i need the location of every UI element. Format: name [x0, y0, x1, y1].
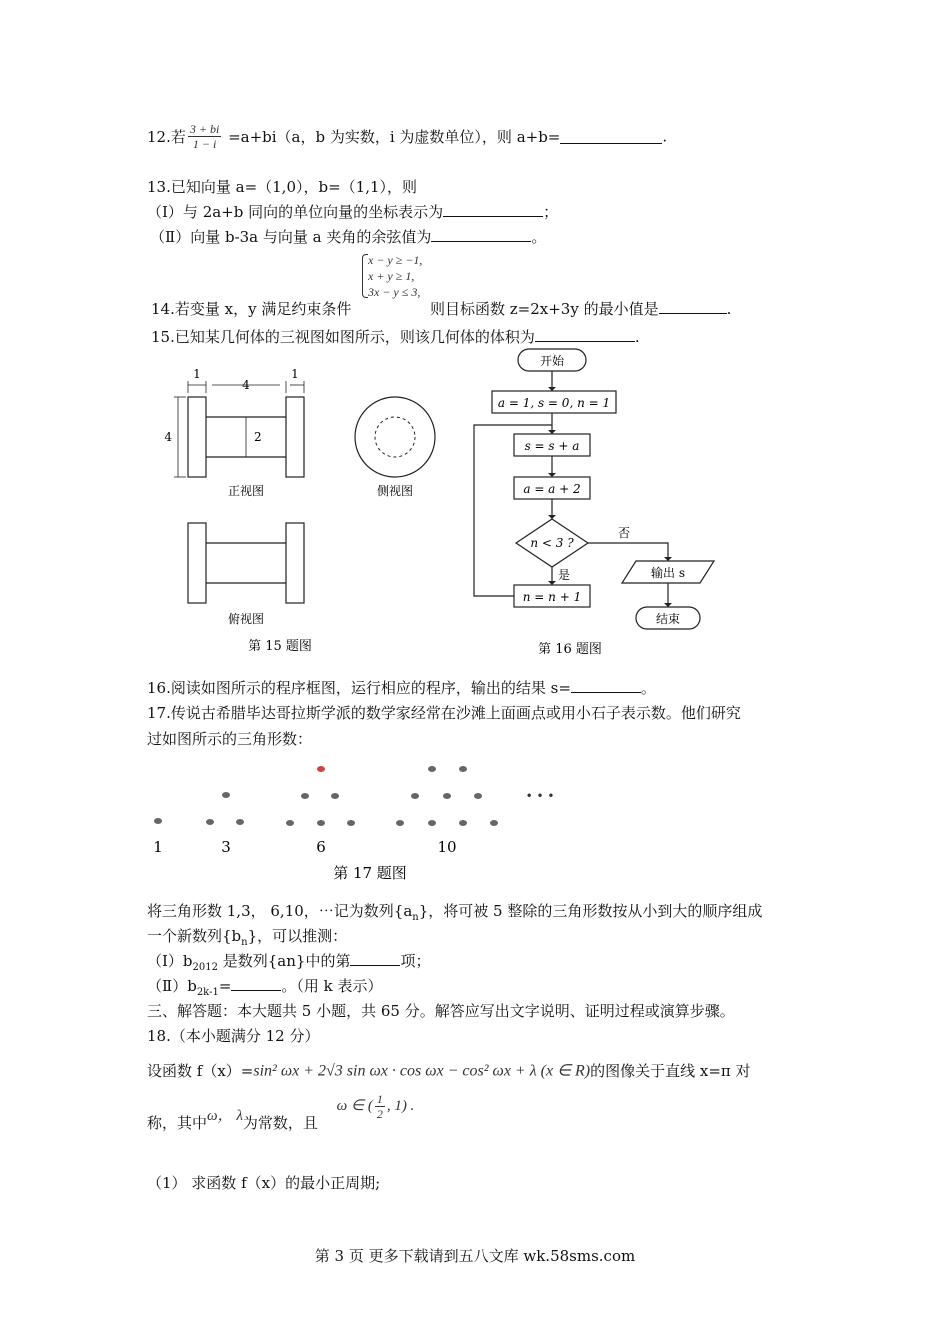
dot-10b	[459, 766, 467, 772]
dot-10c	[411, 793, 419, 799]
flow-no-label: 否	[618, 526, 631, 540]
q14-answer-blank	[659, 299, 727, 314]
flowchart	[474, 349, 714, 629]
q12-frac-den: 1 − i	[192, 137, 217, 151]
fig17-ellipsis: • • •	[525, 789, 555, 803]
q17b-part2	[147, 975, 383, 998]
flow-output-text: 输出 s	[651, 566, 685, 580]
q17b-part2-blank	[231, 976, 281, 991]
top-view-label: 俯视图	[227, 612, 265, 626]
q17-line2: 过如图所示的三角形数：	[147, 730, 313, 748]
dim-2-height: 2	[254, 430, 262, 444]
dot-10g	[428, 820, 436, 826]
q18-line2-a: 称，其中	[147, 1114, 208, 1132]
q13-part2-blank	[431, 227, 531, 242]
q13-part2-text: （Ⅱ）向量 b-3a 与向量 a 夹角的余弦值为	[150, 228, 432, 246]
dot-6d	[286, 820, 294, 826]
q15-end: .	[634, 328, 640, 346]
dot-6f	[347, 820, 355, 826]
q18-range-b: , 1) .	[386, 1097, 415, 1114]
q17b-part2-b: =	[218, 977, 232, 995]
dot-10h	[459, 820, 467, 826]
q18-line2	[147, 1092, 415, 1137]
q12-frac-num: 3 + bi	[189, 122, 220, 136]
q14-end: .	[726, 300, 732, 318]
fig16-caption: 第 16 题图	[538, 642, 602, 657]
q16-answer-blank	[571, 678, 641, 693]
dim-1-right: 1	[291, 367, 299, 381]
q14-constraint-2: x + y ≥ 1,	[368, 269, 415, 283]
dot-6a	[317, 766, 325, 772]
fig17-label-10: 10	[437, 838, 457, 856]
page-footer: 第 3 页 更多下载请到五八文库 wk.58sms.com	[314, 1247, 636, 1265]
q18-range-den: 2	[376, 1107, 383, 1121]
q13-title: 13.已知向量 a=（1,0），b=（1,1），则	[147, 178, 418, 196]
figures-15-16	[150, 345, 790, 665]
q15-answer-blank	[535, 327, 635, 342]
dot-3b	[206, 819, 214, 825]
flow-incr-text: n = n + 1	[522, 590, 582, 604]
q12-end: .	[662, 127, 668, 146]
fig17-label-3: 3	[221, 838, 231, 856]
side-view-label: 侧视图	[376, 484, 414, 498]
q14-line-right	[430, 298, 731, 319]
q18-part1: （1） 求函数 f（x）的最小正周期;	[147, 1174, 381, 1192]
q17b-line2-b: }，可以推测：	[247, 927, 348, 945]
front-view	[174, 381, 304, 477]
q18-title: 18.（本小题满分 12 分）	[147, 1027, 320, 1045]
q17b-line1-b: }，将可被 5 整除的三角形数按从小到大的顺序组成	[418, 902, 763, 920]
dot-1	[154, 818, 162, 824]
q13-part1-text: （Ⅰ）与 2a+b 同向的单位向量的坐标表示为	[147, 203, 444, 221]
top-view	[188, 523, 304, 603]
figure-17	[140, 752, 570, 887]
q17b-line2	[147, 925, 347, 948]
flow-cond-text: n < 3 ?	[530, 536, 574, 550]
q15-line	[151, 326, 640, 347]
dot-3a	[222, 792, 230, 798]
q17b-part1-a: （Ⅰ）b	[147, 952, 193, 970]
q14-line-left: 14.若变量 x，y 满足约束条件	[151, 300, 352, 318]
front-right-disc	[286, 397, 304, 477]
q13-part2	[150, 226, 546, 247]
q14-text-after: 则目标函数 z=2x+3y 的最小值是	[430, 300, 659, 318]
q17b-line1-sub: n	[412, 912, 419, 923]
q18-range-frac	[375, 1092, 385, 1121]
q17b-part1-b: 是数列{an}中的第	[217, 952, 351, 970]
q14-constraint-3: 3x − y ≤ 3,	[368, 285, 421, 299]
q18-line1	[147, 1060, 751, 1081]
dot-6b	[301, 793, 309, 799]
q17b-line1-a: 将三角形数 1,3， 6,10，⋯记为数列{a	[147, 902, 413, 920]
flow-step2-text: a = a + 2	[523, 482, 581, 496]
dot-10a	[428, 766, 436, 772]
q12-line	[147, 122, 667, 162]
side-view	[355, 397, 435, 477]
q18-line2-b: 为常数，且	[242, 1114, 318, 1132]
q12-text: =a+bi（a，b 为实数，i 为虚数单位），则 a+b=	[223, 128, 561, 146]
q12-number: 12.若	[147, 128, 186, 146]
q17b-part1	[147, 950, 430, 973]
q17b-line1	[147, 900, 762, 923]
triangle-dots	[154, 766, 498, 826]
q13-part1	[147, 201, 558, 222]
dot-10d	[443, 793, 451, 799]
section3-heading: 三、解答题：本大题共 5 小题，共 65 分。解答应写出文字说明、证明过程或演算步骤。	[147, 1002, 735, 1020]
q18-omega-lambda: ω， λ	[207, 1108, 243, 1124]
q18-line1-b: 的图像关于直线 x=π 对	[590, 1062, 751, 1080]
q13-part2-end: 。	[531, 228, 547, 246]
dot-6e	[317, 820, 325, 826]
fig17-label-6: 6	[316, 838, 326, 856]
dot-6c	[331, 793, 339, 799]
q18-formula: sin² ωx + 2√3 sin ωx · cos ωx − cos² ωx + λ (x ∈ R)	[253, 1062, 591, 1080]
q17b-part1-c: 项；	[400, 952, 431, 970]
q14-constraint-1: x − y ≥ −1,	[368, 253, 423, 267]
q17b-line2-sub: n	[241, 937, 248, 948]
front-left-disc	[188, 397, 206, 477]
q13-part1-end: ；	[543, 203, 559, 221]
q12-fraction	[188, 122, 221, 151]
flow-init-text: a = 1, s = 0, n = 1	[497, 396, 611, 410]
dot-3c	[236, 819, 244, 825]
dot-10i	[490, 820, 498, 826]
q18-line1-a: 设函数 f（x）=	[147, 1062, 254, 1080]
q12-answer-blank	[560, 129, 662, 144]
q17-line1: 17.传说古希腊毕达哥拉斯学派的数学家经常在沙滩上面画点或用小石子表示数。他们研究	[147, 704, 741, 722]
q18-range-num: 1	[376, 1092, 383, 1106]
q16-end: 。	[640, 679, 656, 697]
q17b-part1-blank	[350, 951, 400, 966]
flow-step1-text: s = s + a	[524, 439, 580, 453]
dim-4-width: 4	[242, 378, 250, 392]
q16-line	[147, 677, 656, 698]
front-view-label: 正视图	[227, 484, 265, 498]
q17b-line2-a: 一个新数列{b	[147, 927, 242, 945]
flow-yes-label: 是	[558, 568, 571, 582]
q16-text: 16.阅读如图所示的程序框图，运行相应的程序，输出的结果 s=	[147, 679, 571, 697]
dim-1-left: 1	[193, 367, 201, 381]
dot-10f	[396, 820, 404, 826]
q14-constraint-system	[368, 252, 422, 300]
flow-start-text: 开始	[539, 354, 565, 368]
q17b-part2-a: （Ⅱ）b	[147, 977, 197, 995]
fig17-caption: 第 17 题图	[333, 864, 407, 882]
fig17-label-1: 1	[153, 838, 163, 856]
q17b-part2-c: 。（用 k 表示）	[281, 977, 383, 995]
q17b-part2-sub: 2k-1	[196, 987, 219, 998]
fig15-caption: 第 15 题图	[248, 639, 312, 654]
q13-part1-blank	[443, 202, 543, 217]
q18-range-a: ω ∈ (	[336, 1097, 373, 1114]
dot-10e	[474, 793, 482, 799]
q15-text: 15.已知某几何体的三视图如图所示，则该几何体的体积为	[151, 328, 535, 346]
q18-omega-range	[336, 1092, 415, 1121]
q17b-part1-sub: 2012	[192, 962, 218, 973]
flow-end-text: 结束	[655, 612, 681, 626]
dim-4-height: 4	[164, 430, 172, 444]
